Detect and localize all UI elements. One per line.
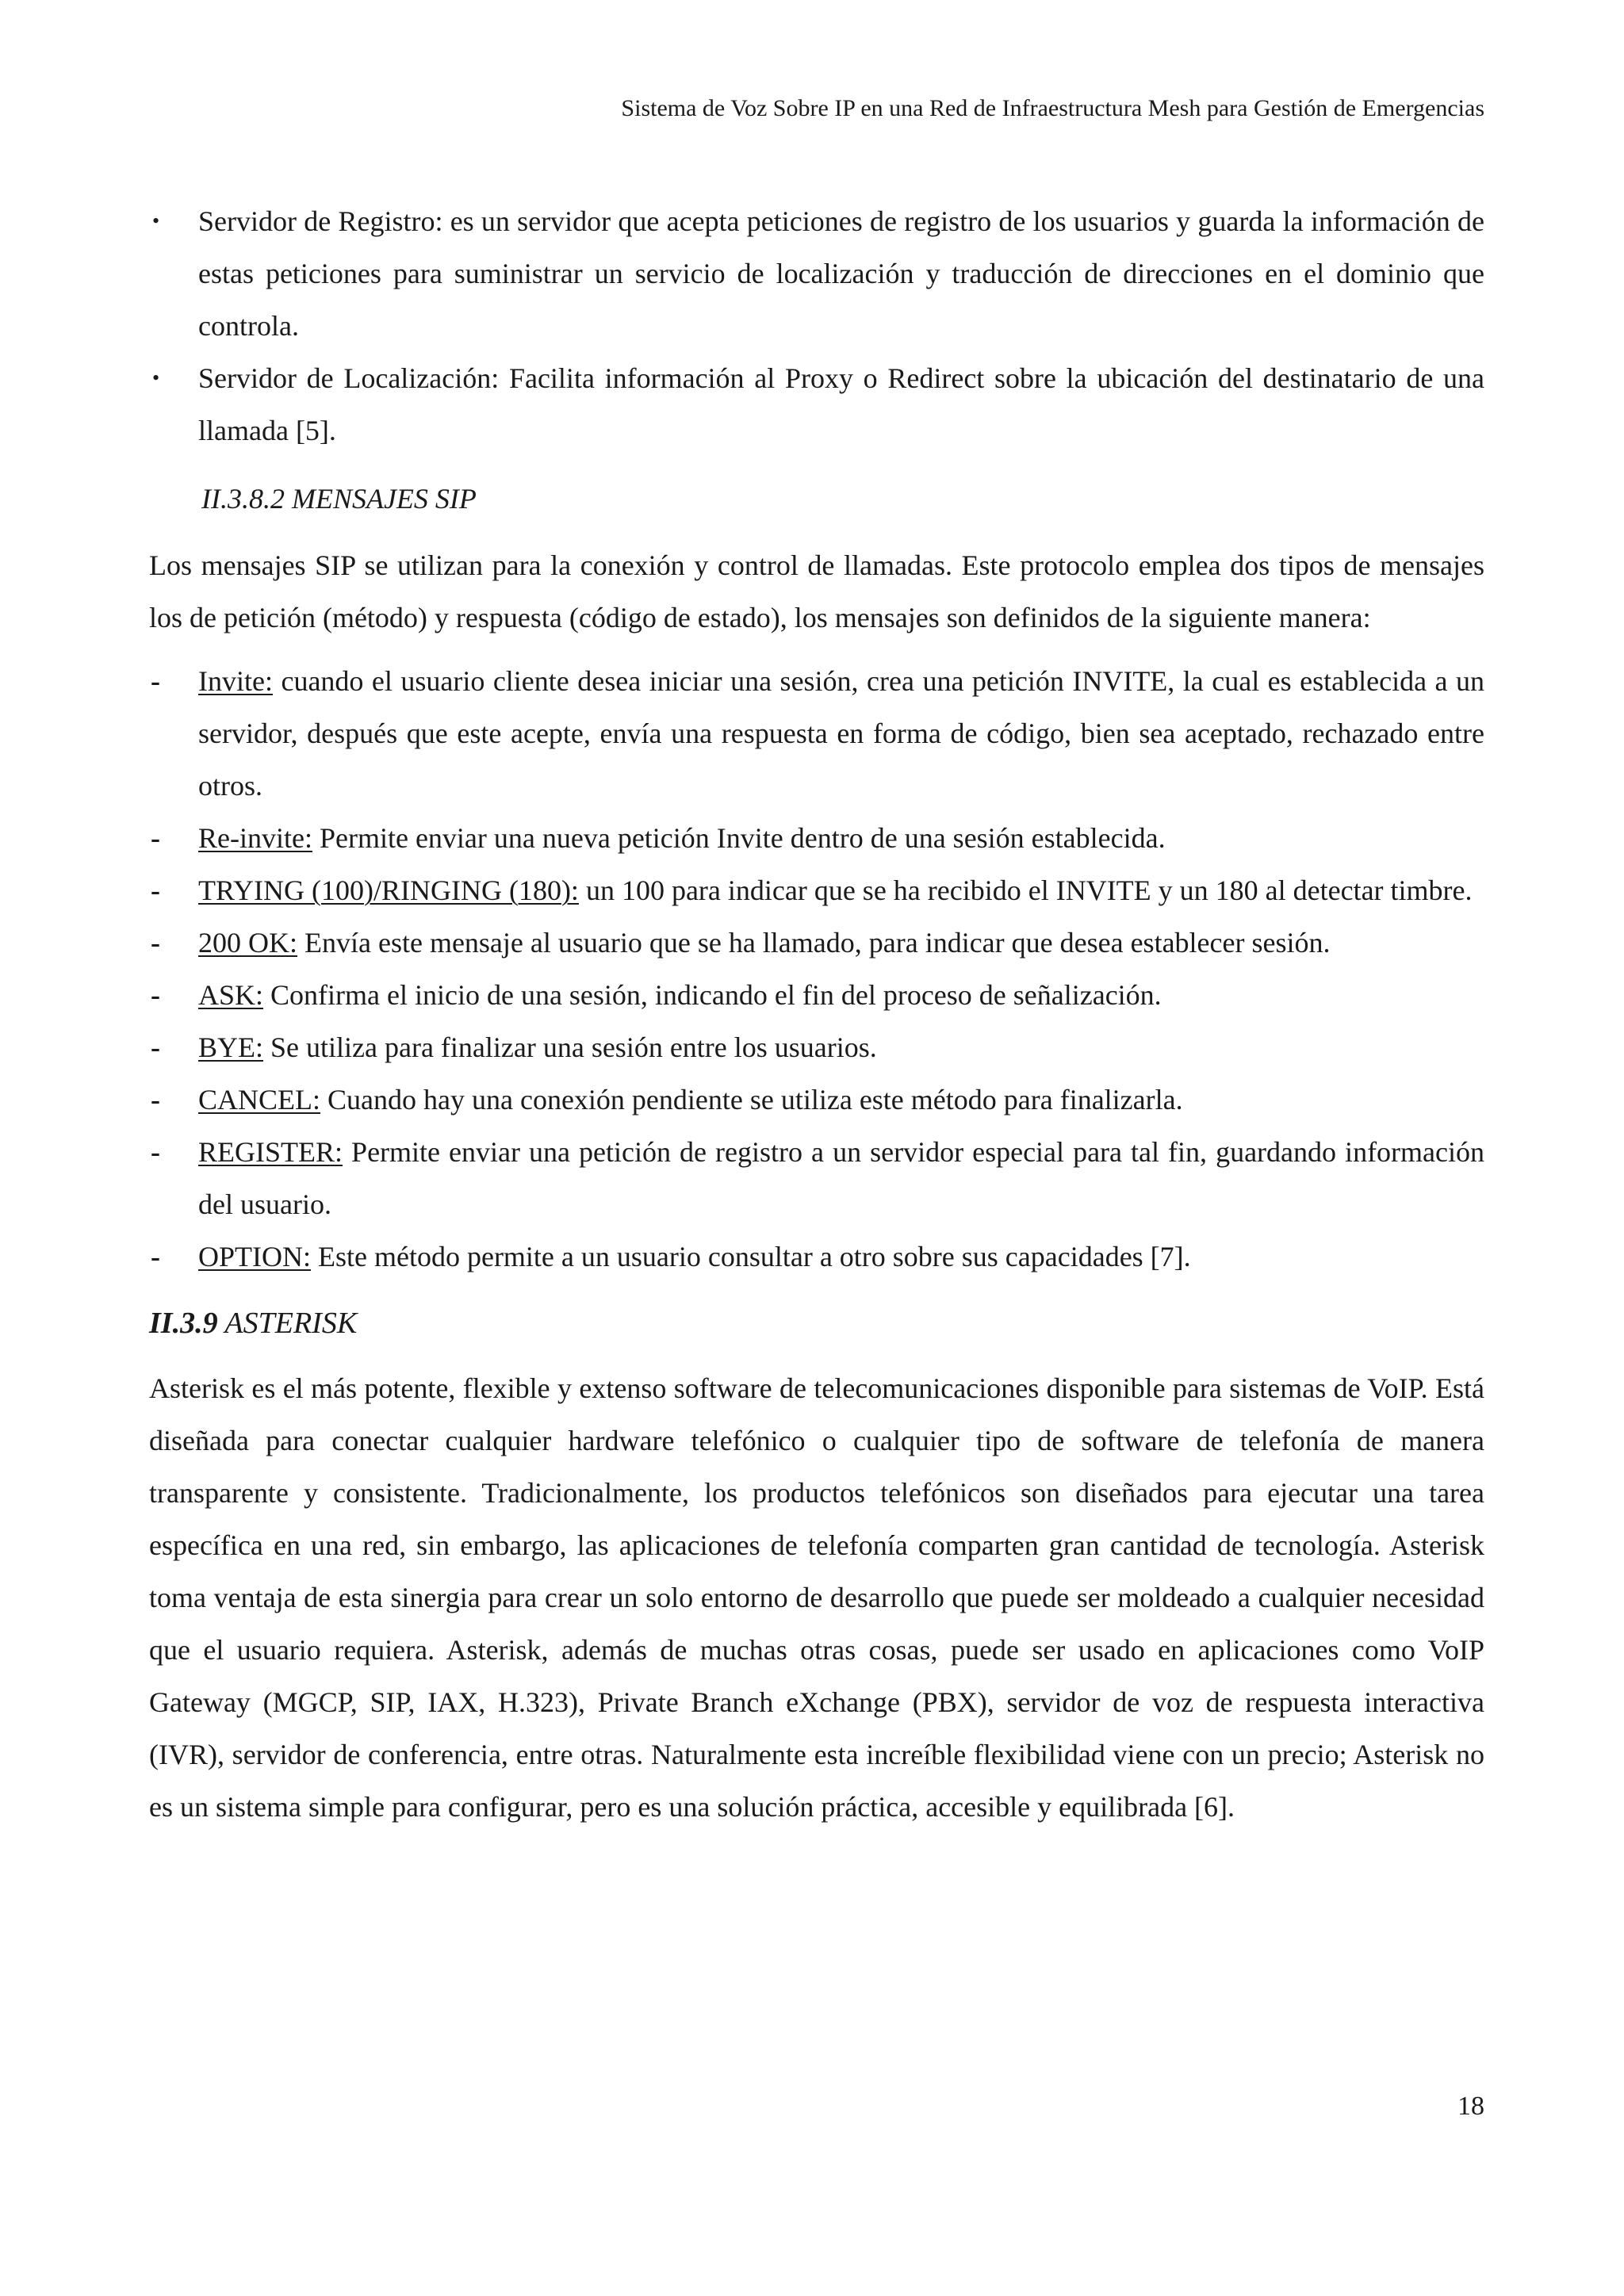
running-header: Sistema de Voz Sobre IP en una Red de Infraestructura Mesh para Gestión de Emergencias bbox=[621, 95, 1484, 121]
dash-icon: - bbox=[151, 1031, 160, 1063]
message-term: REGISTER: bbox=[198, 1136, 343, 1168]
message-description: cuando el usuario cliente desea iniciar una sesión, crea una petición INVITE, la cual es establecida a un servidor, después que este acepte, envía una respuesta en forma de código, bien sea aceptado, rechazado entre otros. bbox=[198, 665, 1484, 802]
message-description: Envía este mensaje al usuario que se ha llamado, para indicar que desea establecer sesión. bbox=[297, 927, 1331, 959]
list-item-localizacion bbox=[149, 352, 1484, 457]
list-item-200-ok bbox=[149, 916, 1484, 969]
list-item-cancel bbox=[149, 1073, 1484, 1126]
list-item-trying-ringing bbox=[149, 864, 1484, 916]
message-description: Este método permite a un usuario consultar a otro sobre sus capacidades [7]. bbox=[311, 1241, 1191, 1272]
list-item-text: Servidor de Registro: es un servidor que acepta peticiones de registro de los usuarios y guarda la información de estas peticiones para suministrar un servicio de localización y traducción de direcciones en el dominio que controla. bbox=[198, 205, 1484, 342]
message-description: Se utiliza para finalizar una sesión entre los usuarios. bbox=[263, 1031, 877, 1063]
message-description: Cuando hay una conexión pendiente se utiliza este método para finalizarla. bbox=[320, 1084, 1183, 1115]
list-item-reinvite bbox=[149, 812, 1484, 864]
intro-paragraph: Los mensajes SIP se utilizan para la conexión y control de llamadas. Este protocolo emplea dos tipos de mensajes los de petición (método) y respuesta (código de estado), los mensajes son definidos de la siguiente manera: bbox=[149, 549, 1484, 633]
server-list bbox=[149, 195, 1484, 457]
asterisk-paragraph: Asterisk es el más potente, flexible y extenso software de telecomunicaciones disponible para sistemas de VoIP. Está diseñada para conectar cualquier hardware telefónico o cualquier tipo de software de telefonía de manera transparente y consistente. Tradicionalmente, los productos telefónicos son diseñados para ejecutar una tarea específica en una red, sin embargo, las aplicaciones de telefonía comparten gran cantidad de tecnología. Asterisk toma ventaja de esta sinergia para crear un solo entorno de desarrollo que puede ser moldeado a cualquier necesidad que el usuario requiera. Asterisk, además de muchas otras cosas, puede ser usado en aplicaciones como VoIP Gateway (MGCP, SIP, IAX, H.323), Private Branch eXchange (PBX), servidor de voz de respuesta interactiva (IVR), servidor de conferencia, entre otras. Naturalmente esta increíble flexibilidad viene con un precio; Asterisk no es un sistema simple para configurar, pero es una solución práctica, accesible y equilibrada [6]. bbox=[149, 1372, 1484, 1823]
message-term: OPTION: bbox=[198, 1241, 311, 1272]
list-item-text: Servidor de Localización: Facilita información al Proxy o Redirect sobre la ubicación del destinatario de una llamada [5]. bbox=[198, 362, 1484, 446]
list-item-bye bbox=[149, 1021, 1484, 1073]
message-term: Invite: bbox=[198, 665, 273, 697]
dash-icon: - bbox=[151, 822, 160, 854]
dash-icon: - bbox=[151, 927, 160, 959]
message-description: Permite enviar una nueva petición Invite dentro de una sesión establecida. bbox=[312, 822, 1166, 854]
message-term: BYE: bbox=[198, 1031, 264, 1063]
list-item-option bbox=[149, 1230, 1484, 1283]
dash-icon: - bbox=[151, 665, 160, 697]
list-item-ask bbox=[149, 969, 1484, 1021]
page-number: 18 bbox=[1457, 2091, 1484, 2121]
bullet-icon: • bbox=[152, 209, 160, 232]
list-item-invite bbox=[149, 655, 1484, 812]
message-term: CANCEL: bbox=[198, 1084, 321, 1115]
list-item-registro bbox=[149, 195, 1484, 352]
message-term: TRYING (100)/RINGING (180): bbox=[198, 874, 579, 906]
dash-icon: - bbox=[151, 1136, 160, 1168]
message-description: Confirma el inicio de una sesión, indicando el fin del proceso de señalización. bbox=[263, 979, 1162, 1011]
dash-icon: - bbox=[151, 1084, 160, 1115]
message-term: 200 OK: bbox=[198, 927, 297, 959]
message-term: Re-invite: bbox=[198, 822, 312, 854]
subsection-heading: II.3.8.2 MENSAJES SIP bbox=[201, 483, 477, 515]
message-description: Permite enviar una petición de registro a un servidor especial para tal fin, guardando información del usuario. bbox=[198, 1136, 1484, 1220]
section-title: ASTERISK bbox=[217, 1307, 358, 1340]
dash-icon: - bbox=[151, 874, 160, 906]
page-content bbox=[149, 195, 1484, 1833]
message-description: un 100 para indicar que se ha recibido el INVITE y un 180 al detectar timbre. bbox=[578, 874, 1473, 906]
section-heading bbox=[149, 1297, 1484, 1349]
dash-icon: - bbox=[151, 1241, 160, 1272]
section-number: II.3.9 bbox=[149, 1307, 218, 1340]
dash-icon: - bbox=[151, 979, 160, 1011]
bullet-icon: • bbox=[152, 366, 160, 389]
message-term: ASK: bbox=[198, 979, 264, 1011]
message-list bbox=[149, 655, 1484, 1283]
list-item-register bbox=[149, 1126, 1484, 1230]
